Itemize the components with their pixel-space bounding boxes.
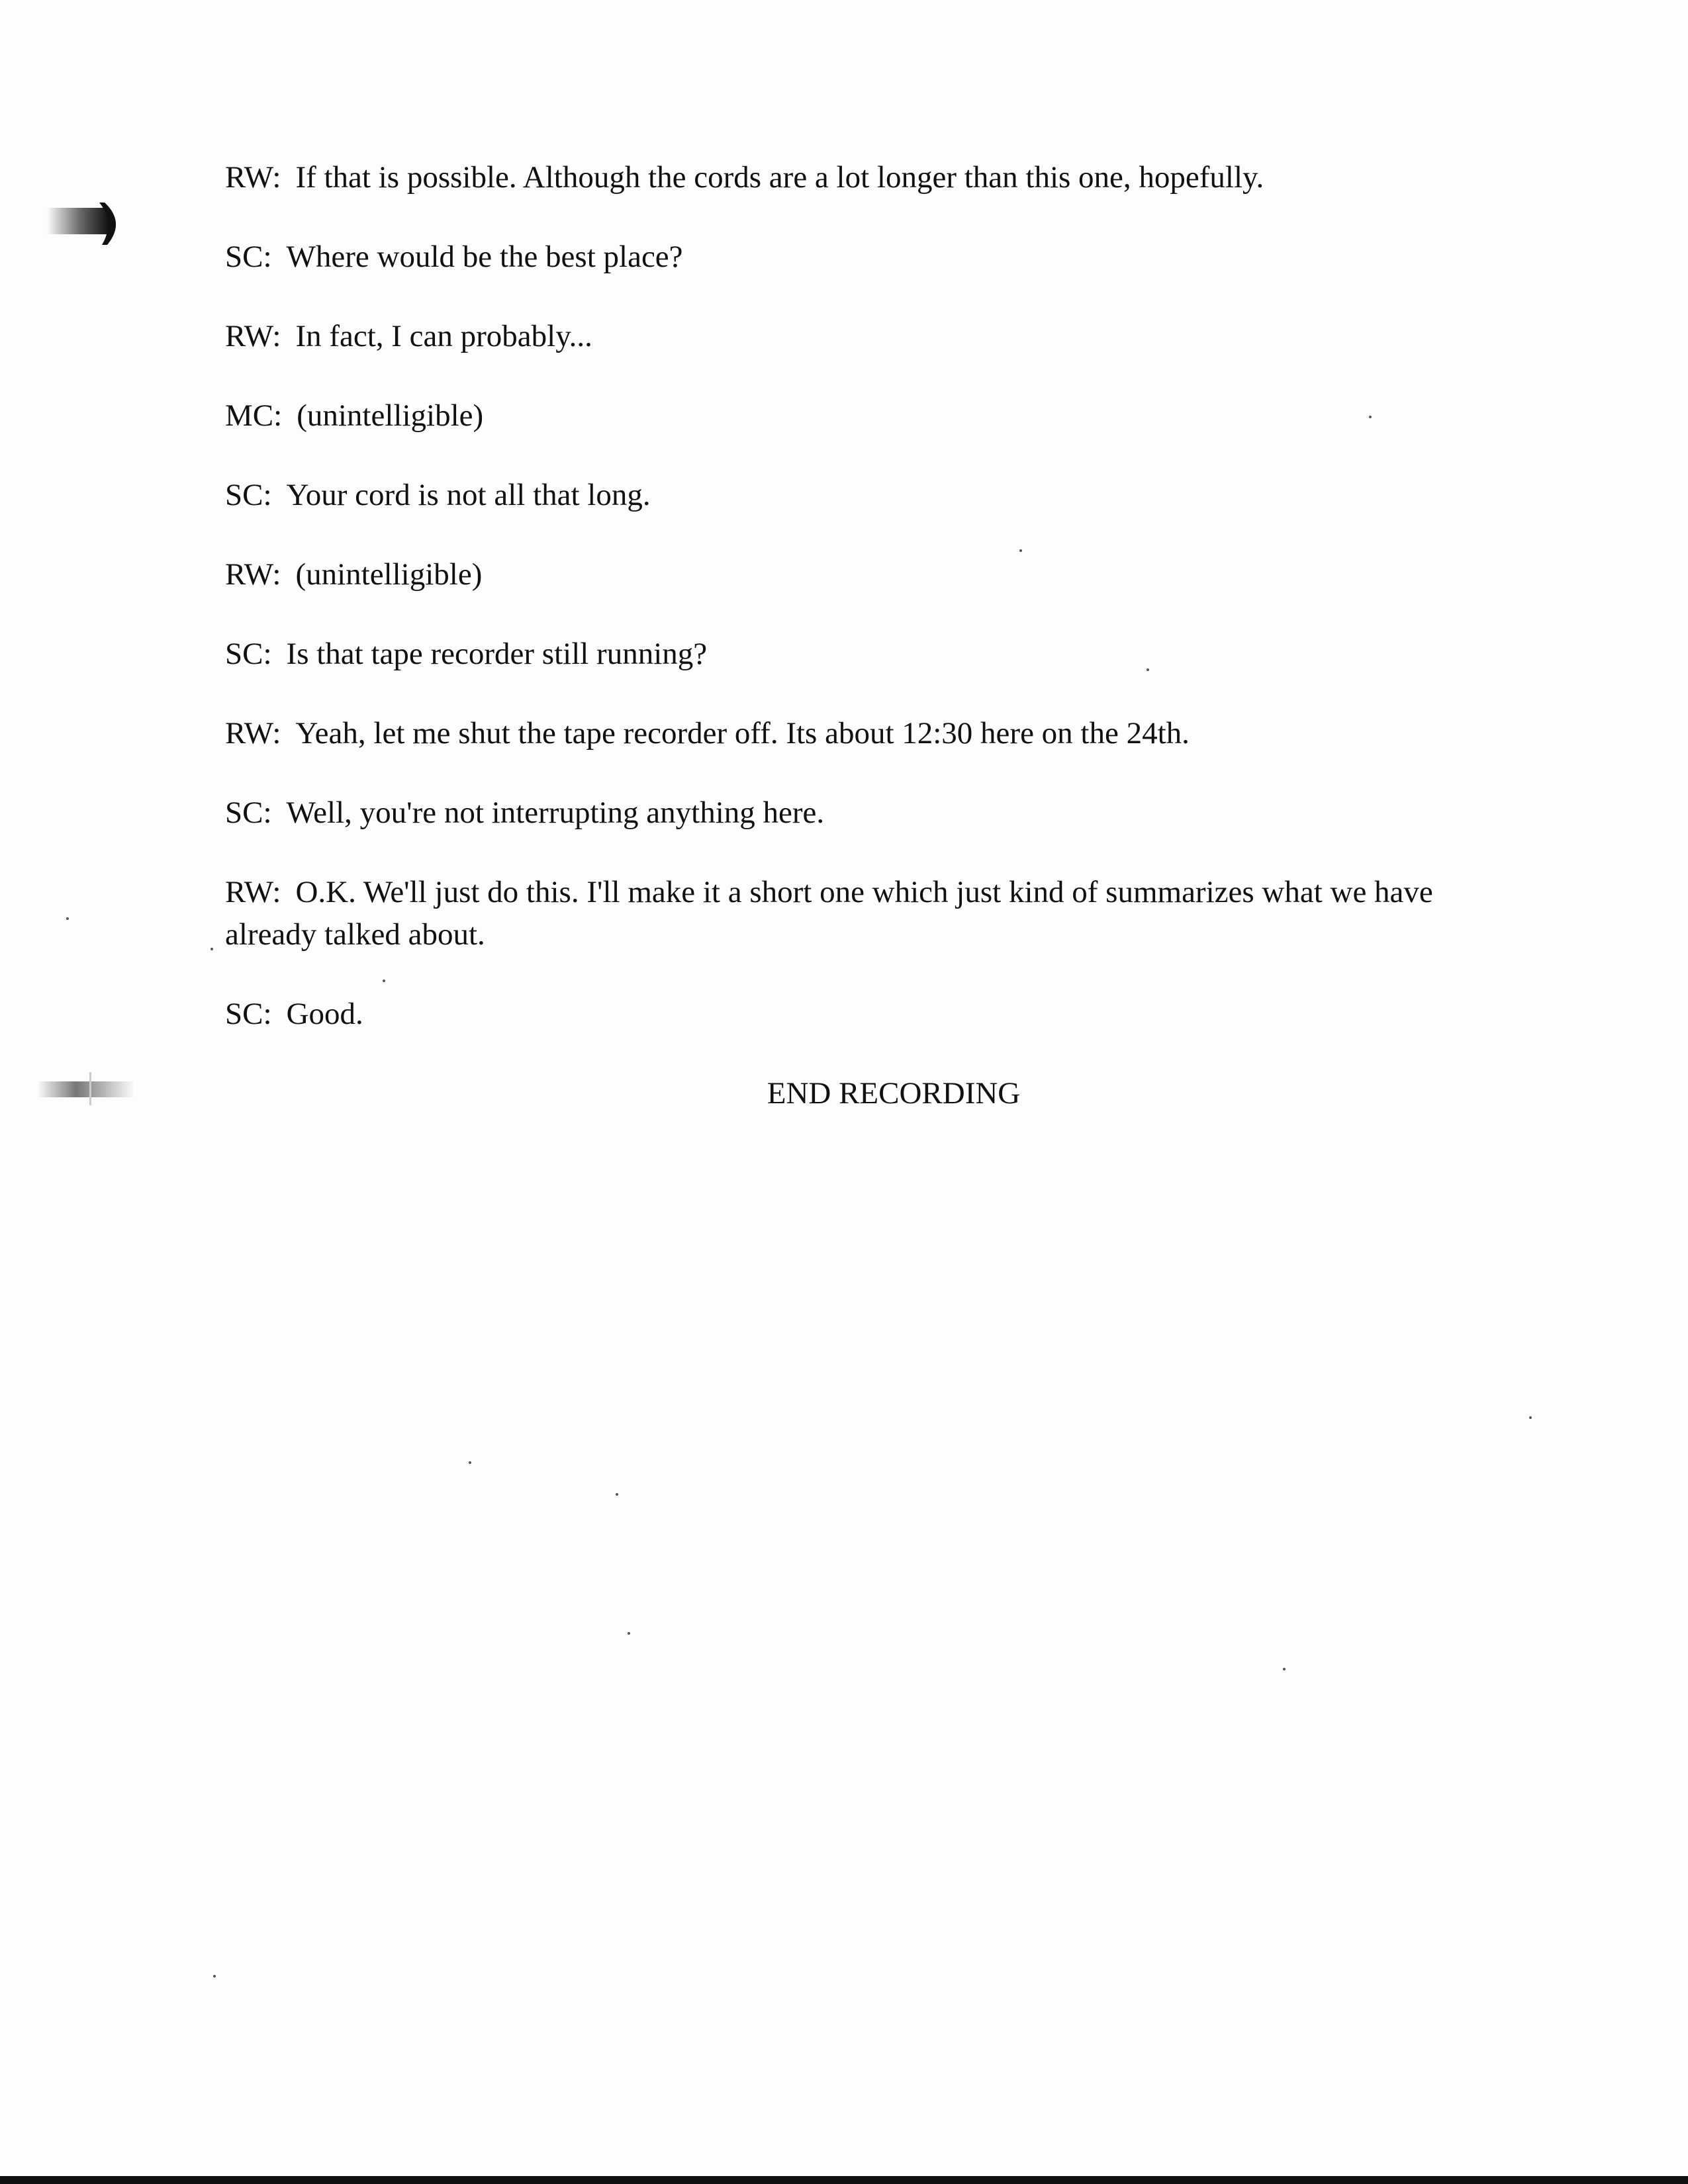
speaker-label: RW: xyxy=(225,557,281,592)
dialogue-text: If that is possible. Although the cords are a lot longer than this one, hopefully. xyxy=(295,160,1264,195)
scan-speck xyxy=(213,1975,216,1978)
dialogue-text: Yeah, let me shut the tape recorder off. Its about 12:30 here on the 24th. xyxy=(295,716,1190,751)
dialogue-text: Is that tape recorder still running? xyxy=(286,637,708,671)
scan-speck xyxy=(1529,1416,1532,1419)
speaker-label: SC: xyxy=(225,997,272,1031)
scan-speck xyxy=(469,1461,471,1464)
transcript-body xyxy=(225,156,1503,1072)
dialogue-text: O.K. We'll just do this. I'll make it a short one which just kind of summarizes what we have already talked about. xyxy=(225,875,1433,952)
speaker-label: RW: xyxy=(225,716,281,751)
page-bottom-edge xyxy=(0,2176,1688,2184)
speaker-label: SC: xyxy=(225,240,272,274)
transcript-line xyxy=(225,315,1503,357)
dialogue-text: (unintelligible) xyxy=(297,398,484,433)
transcript-line xyxy=(225,236,1503,278)
transcript-line xyxy=(225,712,1503,754)
binder-clip-mark xyxy=(46,199,126,246)
scan-speck xyxy=(66,917,69,920)
speaker-label: RW: xyxy=(225,875,281,909)
transcript-line xyxy=(225,633,1503,675)
scan-speck xyxy=(616,1493,618,1496)
speaker-label: SC: xyxy=(225,796,272,830)
dialogue-text: Your cord is not all that long. xyxy=(286,478,651,512)
speaker-label: SC: xyxy=(225,637,272,671)
dialogue-text: (unintelligible) xyxy=(295,557,483,592)
speaker-label: RW: xyxy=(225,319,281,353)
dialogue-text: Where would be the best place? xyxy=(286,240,683,274)
transcript-line xyxy=(225,474,1503,516)
speaker-label: MC: xyxy=(225,398,283,433)
transcript-line xyxy=(225,394,1503,437)
transcript-line xyxy=(225,871,1503,956)
end-recording-label: END RECORDING xyxy=(767,1076,1021,1111)
transcript-line xyxy=(225,553,1503,596)
dialogue-text: In fact, I can probably... xyxy=(295,319,592,353)
speaker-label: RW: xyxy=(225,160,281,195)
transcript-line xyxy=(225,156,1503,199)
dialogue-text: Good. xyxy=(286,997,363,1031)
transcript-line xyxy=(225,993,1503,1035)
transcript-line xyxy=(225,792,1503,834)
speaker-label: SC: xyxy=(225,478,272,512)
scan-speck xyxy=(1283,1668,1286,1670)
dialogue-text: Well, you're not interrupting anything here. xyxy=(286,796,825,830)
scan-speck xyxy=(211,948,213,950)
scan-speck xyxy=(628,1632,630,1635)
